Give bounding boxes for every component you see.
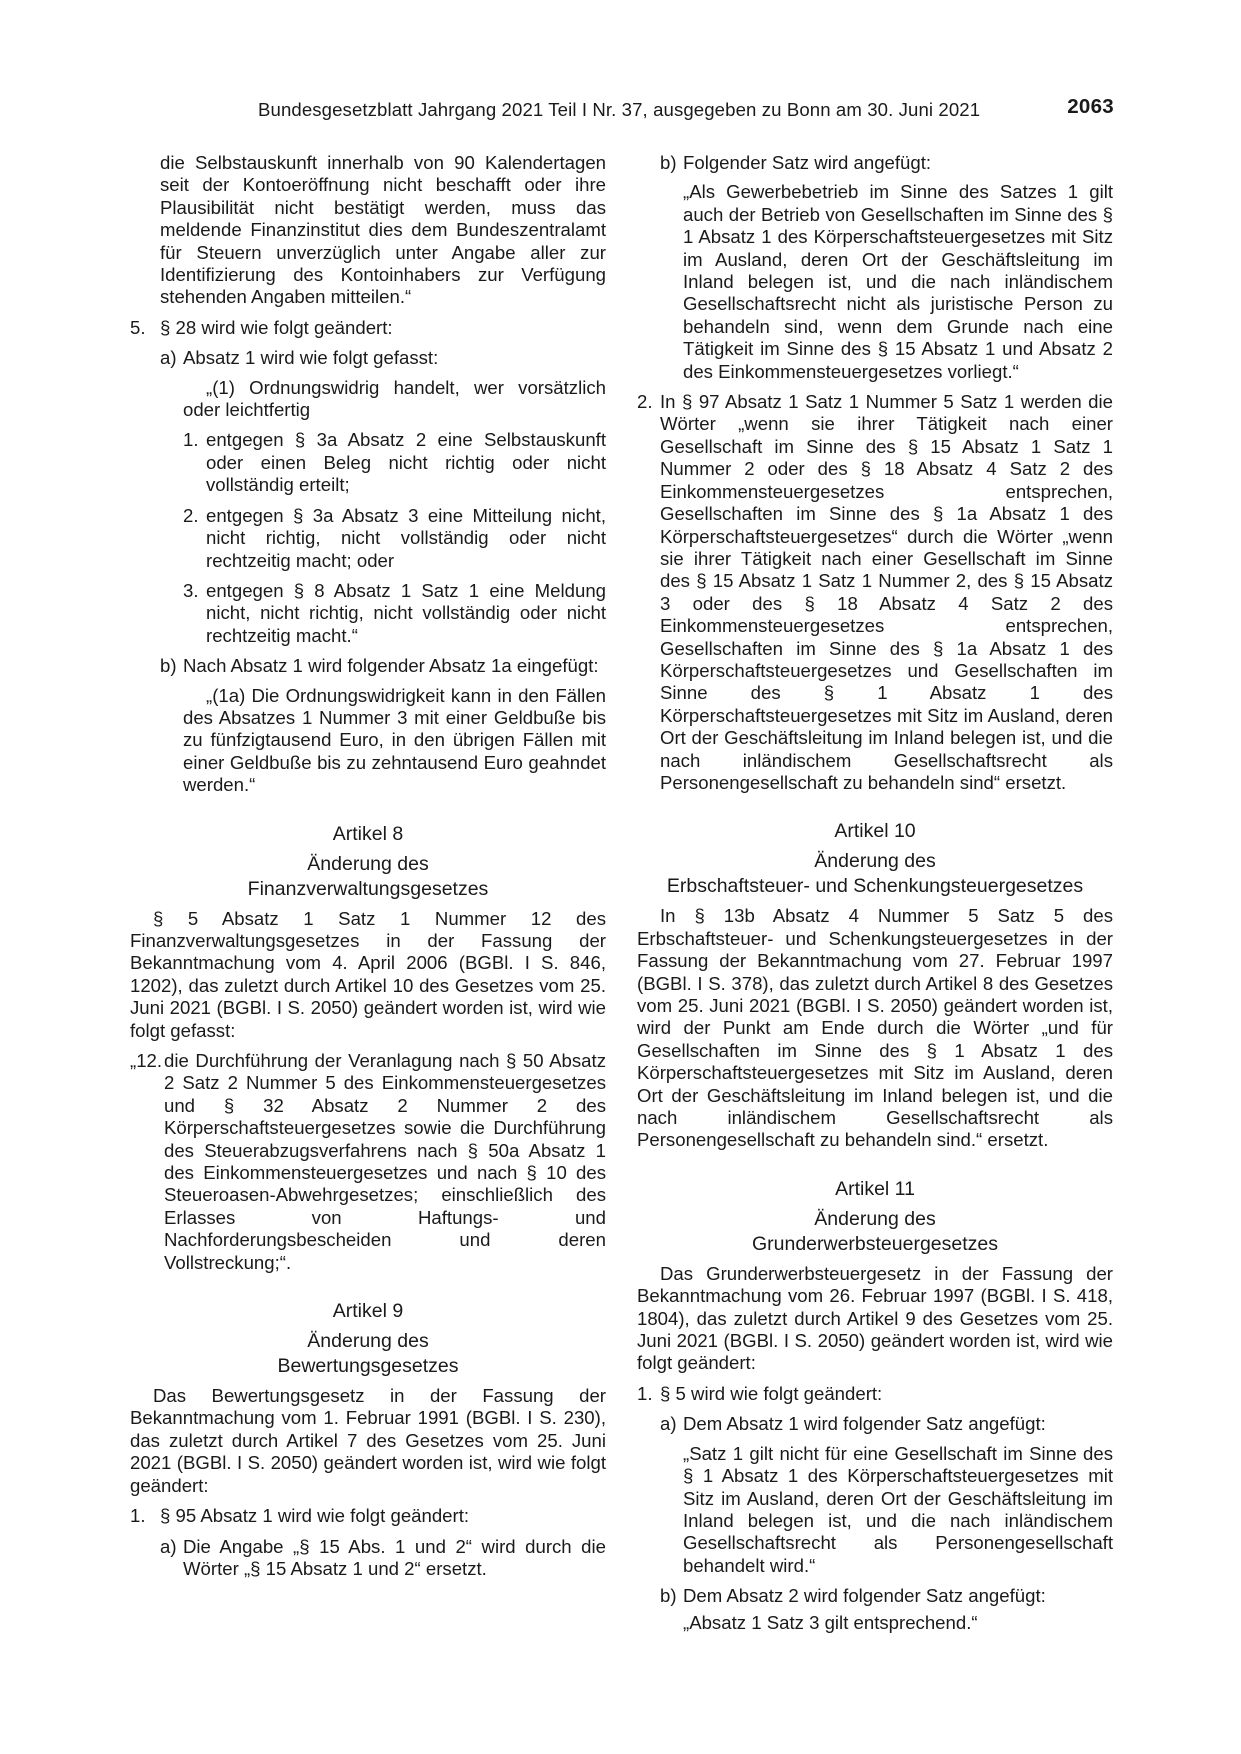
left-column [130, 152, 606, 1580]
item-text: Nach Absatz 1 wird folgender Absatz 1a eingefügt: [183, 655, 599, 677]
article-9-heading: Artikel 9 [332, 1300, 404, 1323]
list-item-1b [660, 1585, 1113, 1607]
list-item-1 [637, 1383, 1113, 1405]
header-title: Bundesgesetzblatt Jahrgang 2021 Teil I Nr. 37, ausgegeben zu Bonn am 30. Juni 2021 [258, 99, 981, 120]
article-10-title: Änderung des Erbschaftsteuer- und Schenkungsteuergesetzes [666, 850, 1084, 898]
article-9-title: Änderung des Bewertungsgesetzes [277, 1330, 459, 1378]
article-10-intro: In § 13b Absatz 4 Nummer 5 Satz 5 des Erbschaftsteuer- und Schenkungsteuergesetzes in der Fassung der Bekanntmachung vom 27. Februar 1997 (BGBl. I S. 378), das zuletzt durch Artikel 8 des Gesetzes vom 25. Juni 2021 (BGBl. I S. 2050) geändert worden ist, wird der Punkt am Ende durch die Wörter „und für Gesellschaften im Sinne des § 1 Absatz 1 des Körperschaftsteuergesetzes mit Sitz im Ausland, deren Ort der Geschäftsleitung im Inland belegen ist, und die nach inländischem Gesellschaftsrecht als Personengesellschaft zu behandeln sind.“ ersetzt. [637, 905, 1113, 1151]
article-8-heading: Artikel 8 [332, 822, 404, 845]
item-label: 2. [183, 504, 199, 526]
item-text: Folgender Satz wird angefügt: [683, 152, 932, 173]
article-11-intro: Das Grunderwerbsteuergesetz in der Fassung der Bekanntmachung vom 26. Februar 1997 (BGBl. I S. 418, 1804), das zuletzt durch Artikel 9 des Gesetzes vom 25. Juni 2021 (BGBl. I S. 2050) geändert worden ist, wird wie folgt geändert: [637, 1262, 1113, 1374]
list-item-1 [130, 1505, 606, 1527]
item-label: „12. [130, 1050, 163, 1071]
list-item-5 [130, 317, 606, 339]
item-label: 5. [130, 316, 146, 338]
item-text: Dem Absatz 1 wird folgender Satz angefügt: [683, 1413, 1046, 1435]
article-8-intro: § 5 Absatz 1 Satz 1 Nummer 12 des Finanzverwaltungsgesetzes in der Fassung der Bekanntmachung vom 4. April 2006 (BGBl. I S. 846, 1202), das zuletzt durch Artikel 10 des Gesetzes vom 25. Juni 2021 (BGBl. I S. 2050) geändert worden ist, wird wie folgt gefasst: [130, 907, 606, 1041]
item-text: entgegen § 3a Absatz 3 eine Mitteilung nicht, nicht richtig, nicht vollständig oder nicht rechtzeitig macht; oder [206, 504, 606, 571]
list-item-12 [130, 1050, 606, 1274]
item-label: 2. [637, 391, 653, 413]
item-label: b) [660, 152, 677, 173]
item-label: 3. [183, 579, 199, 601]
item-label: 1. [130, 1505, 146, 1527]
sub-item-3 [183, 580, 606, 647]
article-10-heading: Artikel 10 [834, 820, 916, 843]
list-item-1a [660, 1413, 1113, 1435]
item-label: 1. [637, 1382, 653, 1404]
item-text: entgegen § 3a Absatz 2 eine Selbstauskunft oder einen Beleg nicht richtig oder nicht vollständig erteilt; [206, 429, 606, 496]
continuation-paragraph: die Selbstauskunft innerhalb von 90 Kalendertagen seit der Kontoeröffnung nicht beschafft oder ihre Plausibilität nicht bestätigt werden, muss das meldende Finanzinstitut dies dem Bundeszentralamt für Steuern unverzüglich unter Angabe aller zur Identifizierung des Kontoinhabers zur Verfügung stehenden Angaben mitteilen.“ [160, 152, 606, 308]
item-text: Die Angabe „§ 15 Abs. 1 und 2“ wird durch die Wörter „§ 15 Absatz 1 und 2“ ersetzt. [183, 1535, 606, 1579]
item-label: a) [160, 347, 177, 369]
list-item-2 [637, 391, 1113, 794]
item-label: b) [160, 655, 177, 677]
list-item-1a [160, 1536, 606, 1581]
item-text: § 28 wird wie folgt geändert: [160, 316, 393, 338]
item-text: § 95 Absatz 1 wird wie folgt geändert: [160, 1505, 470, 1527]
item-text: die Durchführung der Veranlagung nach § 50 Absatz 2 Satz 2 Nummer 5 des Einkommensteuergesetzes und § 32 Absatz 2 Nummer 2 des Körperschaftsteuergesetzes sowie die Durchführung des Steuerabzugsverfahrens nach § 50a Absatz 1 des Einkommensteuergesetzes und nach § 10 des Steueroasen-Abwehrgesetzes; einschließlich des Erlasses von Haftungs- und Nachforderungsbescheiden und deren Vollstreckung;“. [164, 1050, 606, 1273]
item-text: Dem Absatz 2 wird folgender Satz angefügt: [683, 1585, 1046, 1607]
quote-paragraph: „(1a) Die Ordnungswidrigkeit kann in den Fällen des Absatzes 1 Nummer 3 mit einer Geldbuße bis zu fünfzigtausend Euro, in den übrigen Fällen mit einer Geldbuße bis zu zehntausend Euro geahndet werden.“ [183, 684, 606, 796]
page-number: 2063 [1067, 95, 1114, 118]
article-11-heading: Artikel 11 [835, 1177, 915, 1200]
item-text: entgegen § 8 Absatz 1 Satz 1 eine Meldung nicht, nicht richtig, nicht vollständig oder nicht rechtzeitig macht.“ [206, 579, 606, 646]
list-item-5b [160, 655, 606, 677]
item-label: a) [160, 1535, 177, 1557]
page-header [258, 96, 1114, 126]
item-label: b) [660, 1585, 677, 1607]
sub-item-1 [183, 429, 606, 496]
article-8-title: Änderung des Finanzverwaltungsgesetzes [247, 852, 489, 900]
article-11-title: Änderung des Grunderwerbsteuergesetzes [751, 1207, 999, 1255]
item-text: § 5 wird wie folgt geändert: [660, 1382, 883, 1404]
quote-paragraph: „Satz 1 gilt nicht für eine Gesellschaft im Sinne des § 1 Absatz 1 des Körperschaftsteuergesetzes mit Sitz im Ausland, deren Ort der Geschäftsleitung im Inland belegen ist, und die nach inländischem Gesellschaftsrecht als Personengesellschaft behandelt wird.“ [683, 1442, 1113, 1576]
sub-item-2 [183, 505, 606, 572]
right-column [637, 152, 1113, 1634]
item-label: 1. [183, 429, 199, 451]
quote-paragraph: „Als Gewerbebetrieb im Sinne des Satzes 1 gilt auch der Betrieb von Gesellschaften im Sinne des § 1 Absatz 1 des Körperschaftsteuergesetzes mit Sitz im Ausland, deren Ort der Geschäftsleitung im Inland belegen ist, und die nach inländischem Gesellschaftsrecht nicht als juristische Person zu behandeln sind, wenn dem Grunde nach eine Tätigkeit im Sinne des § 15 Absatz 1 und Absatz 2 des Einkommensteuergesetzes vorliegt.“ [683, 181, 1113, 382]
quote-paragraph: „Absatz 1 Satz 3 gilt entsprechend.“ [683, 1611, 978, 1633]
list-item-1b [660, 152, 1113, 174]
article-9-intro: Das Bewertungsgesetz in der Fassung der Bekanntmachung vom 1. Februar 1991 (BGBl. I S. 230), das zuletzt durch Artikel 7 des Gesetzes vom 25. Juni 2021 (BGBl. I S. 2050) geändert worden ist, wird wie folgt geändert: [130, 1385, 606, 1496]
item-text: Absatz 1 wird wie folgt gefasst: [183, 347, 439, 369]
list-item-5a [160, 347, 606, 369]
item-text: In § 97 Absatz 1 Satz 1 Nummer 5 Satz 1 werden die Wörter „wenn sie ihrer Tätigkeit nach einer Gesellschaft im Sinne des § 15 Absatz 1 Satz 1 Nummer 2 oder des § 18 Absatz 4 Satz 2 des Einkommensteuergesetzes entsprechen, Gesellschaften im Sinne des § 1a Absatz 1 des Körperschaftsteuergesetzes“ durch die Wörter „wenn sie ihrer Tätigkeit nach einer Gesellschaft im Sinne des § 15 Absatz 1 Satz 1 Nummer 2, des § 15 Absatz 3 oder des § 18 Absatz 4 Satz 2 des Einkommensteuergesetzes entsprechen, Gesellschaften im Sinne des § 1a Absatz 1 des Körperschaftsteuergesetzes und Gesellschaften im Sinne des § 1 Absatz 1 des Körperschaftsteuergesetzes mit Sitz im Ausland, deren Ort der Geschäftsleitung im Inland belegen ist, und die nach inländischem Gesellschaftsrecht als Personengesellschaft zu behandeln sind“ ersetzt. [660, 391, 1113, 793]
quote-paragraph: „(1) Ordnungswidrig handelt, wer vorsätzlich oder leichtfertig [183, 376, 606, 421]
item-label: a) [660, 1413, 677, 1435]
